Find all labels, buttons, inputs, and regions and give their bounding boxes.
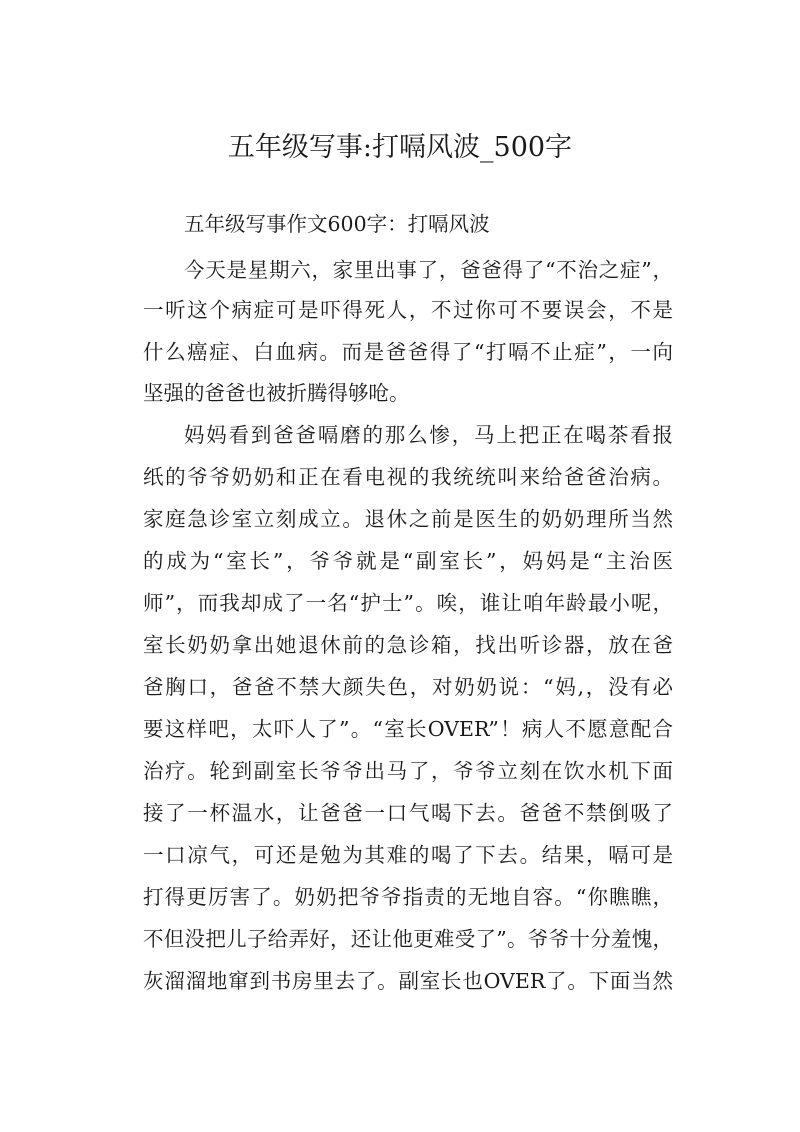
text-line: 室长奶奶拿出她退休前的急诊箱，找出听诊器，放在爸 (143, 633, 673, 657)
document-title: 五年级写事:打嗝风波_500字 (227, 132, 573, 164)
text-line: 爸胸口，爸爸不禁大颜失色，对奶奶说：“妈,，没有必 (143, 675, 673, 699)
subtitle-line: 五年级写事作文600字：打嗝风波 (184, 212, 490, 236)
text-line: 纸的爷爷奶奶和正在看电视的我统统叫来给爸爸治病。 (143, 465, 673, 489)
text-line: 坚强的爸爸也被折腾得够呛。 (143, 381, 410, 405)
text-line: 接了一杯温水，让爸爸一口气喝下去。爸爸不禁倒吸了 (143, 801, 673, 825)
text-line: 一听这个病症可是吓得死人，不过你可不要误会，不是 (143, 298, 673, 322)
text-line: 师”，而我却成了一名“护士”。唉，谁让咱年龄最小呢， (143, 591, 673, 615)
text-line: 一口凉气，可还是勉为其难的喝了下去。结果，嗝可是 (143, 843, 673, 867)
text-line: 什么癌症、白血病。而是爸爸得了“打嗝不止症”，一向 (143, 340, 673, 364)
text-line: 妈妈看到爸爸嗝磨的那么惨，马上把正在喝茶看报 (184, 423, 673, 447)
text-line: 不但没把儿子给弄好，还让他更难受了”。爷爷十分羞愧， (143, 927, 673, 951)
text-line: 治疗。轮到副室长爷爷出马了，爷爷立刻在饮水机下面 (143, 759, 673, 783)
text-line: 要这样吧，太吓人了”。“室长OVER”！病人不愿意配合 (143, 717, 673, 741)
text-line: 今天是星期六，家里出事了，爸爸得了“不治之症”， (184, 258, 673, 282)
text-line: 的成为“室长”，爷爷就是“副室长”，妈妈是“主治医 (143, 549, 673, 573)
text-line: 打得更厉害了。奶奶把爷爷指责的无地自容。“你瞧瞧， (143, 885, 673, 909)
text-line: 家庭急诊室立刻成立。退休之前是医生的奶奶理所当然 (143, 507, 673, 531)
text-line: 灰溜溜地窜到书房里去了。副室长也OVER了。下面当然 (143, 969, 673, 993)
